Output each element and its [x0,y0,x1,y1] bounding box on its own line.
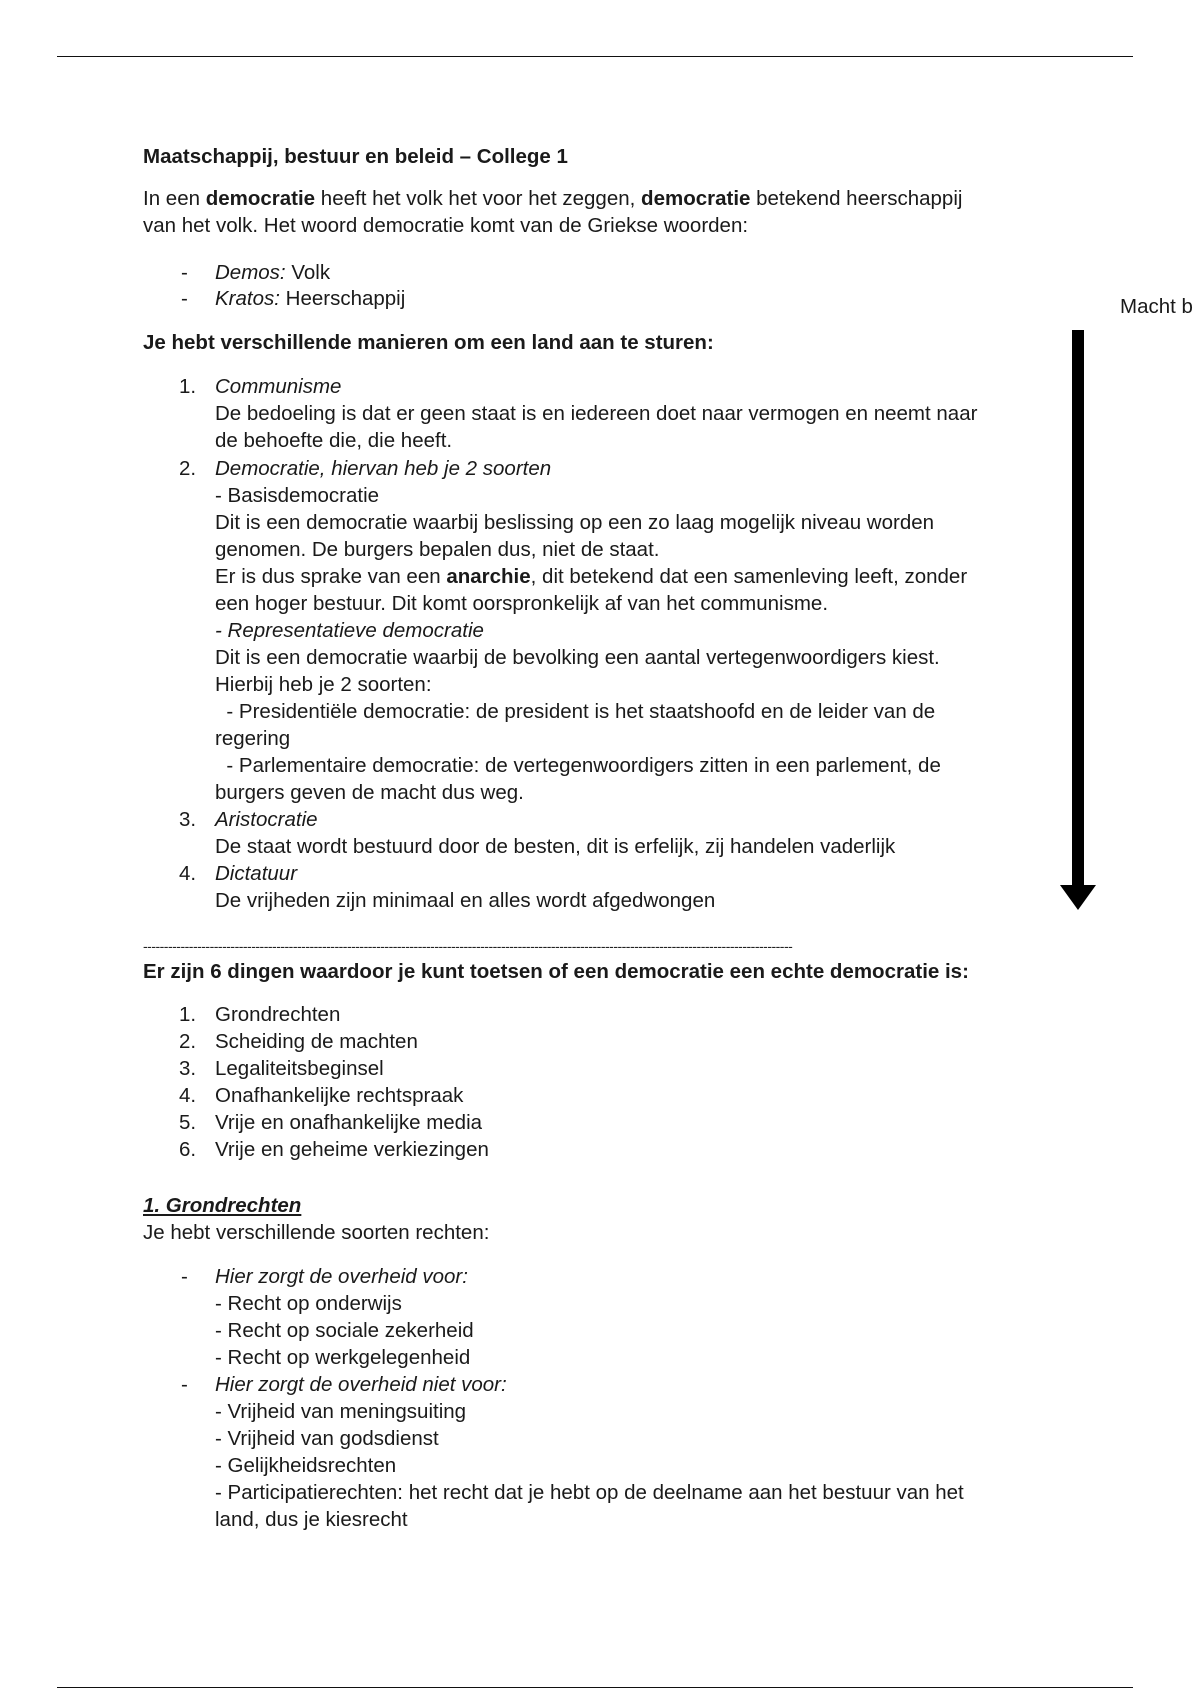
bottom-rule [57,1687,1133,1688]
way-line: Hierbij heb je 2 soorten: [215,673,432,696]
way-democratie-title: Democratie, hiervan heb je 2 soorten [215,457,552,480]
list-bullet: - [181,261,188,284]
list-number: 2. [179,457,197,480]
list-bullet: - [181,1373,188,1396]
way-line: Dit is een democratie waarbij de bevolking een aantal vertegenwoordigers kiest. [215,646,940,669]
list-number: 1. [179,375,197,398]
top-rule [57,56,1133,57]
way-line: - Representatieve democratie [215,619,484,642]
rights-item: - Vrijheid van meningsuiting [215,1400,467,1423]
way-line: De bedoeling is dat er geen staat is en iedereen doet naar vermogen en neemt naar [215,402,978,425]
test-item: Grondrechten [215,1003,341,1026]
list-number: 3. [179,808,197,831]
test-item: Onafhankelijke rechtspraak [215,1084,464,1107]
side-label: Macht b [1120,295,1193,318]
list-number: 4. [179,1084,197,1107]
test-item: Legaliteitsbeginsel [215,1057,384,1080]
way-dictatuur-title: Dictatuur [215,862,298,885]
rights-item: - Recht op werkgelegenheid [215,1346,471,1369]
list-number: 6. [179,1138,197,1161]
rights-item: - Vrijheid van godsdienst [215,1427,439,1450]
rights-item: - Gelijkheidsrechten [215,1454,397,1477]
section-grondrechten-title: 1. Grondrechten [143,1194,302,1217]
intro-line-2: van het volk. Het woord democratie komt van de Griekse woorden: [143,214,749,237]
way-line: regering [215,727,291,750]
intro-line-1: In een democratie heeft het volk het voor het zeggen, democratie betekend heerschappij [143,187,963,210]
way-line: - Parlementaire democratie: de vertegenwoordigers zitten in een parlement, de [215,754,941,777]
rights-item: - Recht op sociale zekerheid [215,1319,474,1342]
greek-term-kratos: Kratos: Heerschappij [215,287,406,310]
test-item: Vrije en onafhankelijke media [215,1111,483,1134]
way-line: genomen. De burgers bepalen dus, niet de staat. [215,538,660,561]
rights-heading-niet-overheid: Hier zorgt de overheid niet voor: [215,1373,507,1396]
test-item: Vrije en geheime verkiezingen [215,1138,489,1161]
rights-heading-overheid: Hier zorgt de overheid voor: [215,1265,468,1288]
way-line-anarchie: Er is dus sprake van een anarchie, dit betekend dat een samenleving leeft, zonder [215,565,968,588]
greek-term-demos: Demos: Volk [215,261,331,284]
way-line: een hoger bestuur. Dit komt oorspronkelijk af van het communisme. [215,592,829,615]
test-item: Scheiding de machten [215,1030,418,1053]
way-line: De vrijheden zijn minimaal en alles wordt afgedwongen [215,889,716,912]
rights-item: - Participatierechten: het recht dat je hebt op de deelname aan het bestuur van het [215,1481,964,1504]
dashed-separator: ------------------------------------------------------------------------------------------------------------------------------------------------------------ [143,939,793,953]
rights-item: land, dus je kiesrecht [215,1508,408,1531]
way-communisme-title: Communisme [215,375,342,398]
heading-ways: Je hebt verschillende manieren om een land aan te sturen: [143,331,714,354]
section-grondrechten-intro: Je hebt verschillende soorten rechten: [143,1221,490,1244]
way-line: - Basisdemocratie [215,484,380,507]
way-line: burgers geven de macht dus weg. [215,781,524,804]
list-number: 3. [179,1057,197,1080]
way-line: De staat wordt bestuurd door de besten, dit is erfelijk, zij handelen vaderlijk [215,835,896,858]
way-line: - Presidentiële democratie: de president is het staatshoofd en de leider van de [215,700,936,723]
down-arrow-icon [1060,330,1096,910]
document-title: Maatschappij, bestuur en beleid – College 1 [143,145,568,168]
heading-tests: Er zijn 6 dingen waardoor je kunt toetsen of een democratie een echte democratie is: [143,960,969,983]
list-number: 1. [179,1003,197,1026]
list-number: 5. [179,1111,197,1134]
list-number: 2. [179,1030,197,1053]
way-aristocratie-title: Aristocratie [215,808,318,831]
list-bullet: - [181,287,188,310]
rights-item: - Recht op onderwijs [215,1292,402,1315]
way-line: Dit is een democratie waarbij beslissing op een zo laag mogelijk niveau worden [215,511,935,534]
way-line: de behoefte die, die heeft. [215,429,453,452]
list-bullet: - [181,1265,188,1288]
list-number: 4. [179,862,197,885]
